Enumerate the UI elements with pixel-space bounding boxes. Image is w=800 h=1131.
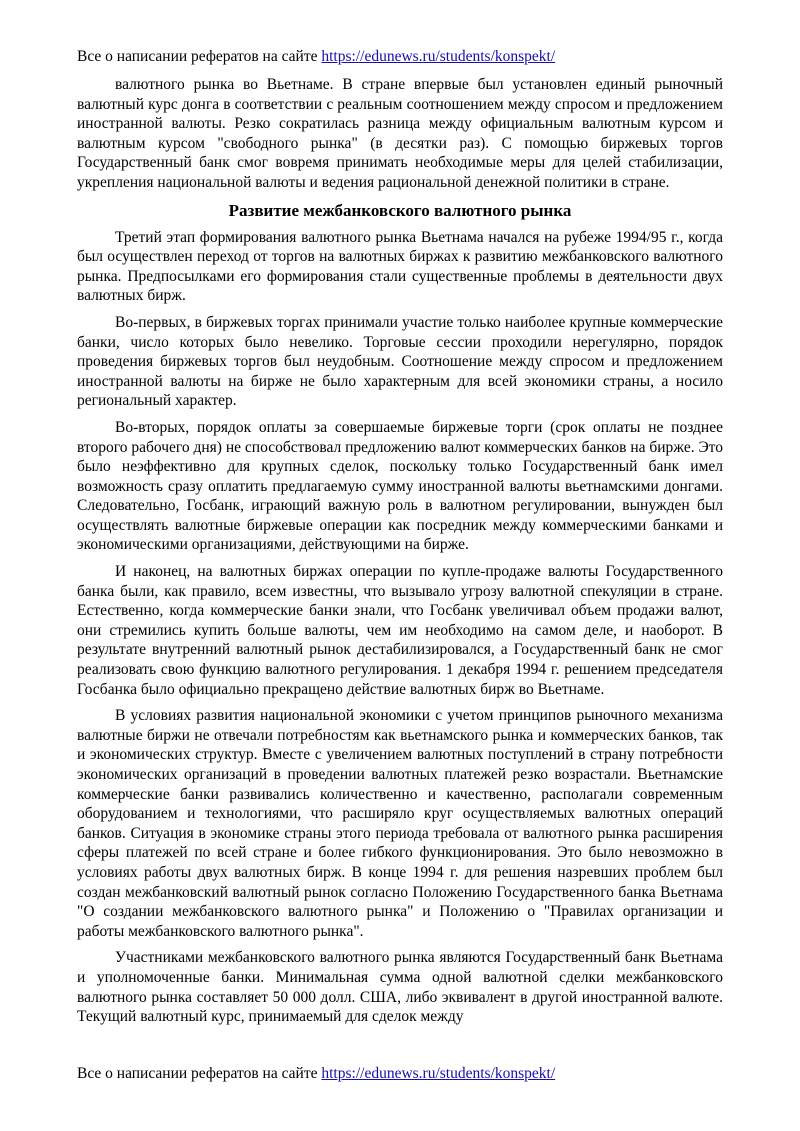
paragraph-intro: валютного рынка во Вьетнаме. В стране впервые был установлен единый рыночный валютный курс донга в соответствии с реальным соотношением между спросом и предложением иностранной валюты. Резко сократилась разница между официальным валютным курсом и валютным курсом "свободного рынка" (в десятки раз). С помощью биржевых торгов Государственный банк смог вовремя принимать необходимые меры для целей стабилизации, укрепления национальной валюты и ведения рациональной денежной политики в стране.: [77, 76, 723, 191]
paragraph: И наконец, на валютных биржах операции по купле-продаже валюты Государственного банка были, как правило, всем известны, что вызывало угрозу валютной спекуляции в стране. Естественно, когда коммерческие банки знали, что Госбанк увеличивал объем продажи валют, они стремились купить больше валюты, чем им необходимо на самом деле, и наоборот. В результате внутренний валютный рынок дестабилизировался, а Государственный банк не смог реализовать свою функцию валютного регулирования. 1 декабря 1994 г. решением председателя Госбанка было официально прекращено действие валютных бирж во Вьетнаме.: [77, 563, 723, 698]
paragraph: Третий этап формирования валютного рынка Вьетнама начался на рубеже 1994/95 г., когда был осуществлен переход от торгов на валютных биржах к развитию межбанковского валютного рынка. Предпосылками его формирования стали существенные проблемы в деятельности двух валютных бирж.: [77, 228, 723, 305]
header-link[interactable]: https://edunews.ru/students/konspekt/: [321, 48, 556, 65]
footer-text: Все о написании рефератов на сайте: [77, 1065, 322, 1082]
header-text: Все о написании рефератов на сайте: [77, 48, 322, 65]
paragraph: Участниками межбанковского валютного рынка являются Государственный банк Вьетнама и уполномоченные банки. Минимальная сумма одной валютной сделки межбанковского валютного рынка составляет 50 000 долл. США, либо эквивалент в другой иностранной валюте. Текущий валютный курс, принимаемый для сделок между: [77, 949, 723, 1026]
section-title: Развитие межбанковского валютного рынка: [228, 200, 572, 220]
paragraph: Во-первых, в биржевых торгах принимали участие только наиболее крупные коммерческие банки, число которых было невелико. Торговые сессии проходили нерегулярно, порядок проведения биржевых торгов был неудобным. Соотношение между спросом и предложением иностранной валюты на бирже не было характерным для всей экономики страны, а носило региональный характер.: [77, 313, 723, 410]
footer-link[interactable]: https://edunews.ru/students/konspekt/: [321, 1065, 556, 1082]
paragraph: В условиях развития национальной экономики с учетом принципов рыночного механизма валютные биржи не отвечали потребностям как вьетнамского рынка и коммерческих банков, так и экономических структур. Вместе с увеличением валютных поступлений в страну потребности экономических организаций в проведении валютных платежей резко возрастали. Вьетнамские коммерческие банки развивались количественно и качественно, располагали современным оборудованием и технологиями, что расширяло круг осуществляемых валютных операций банков. Ситуация в экономике страны этого периода требовала от валютного рынка расширения сферы платежей по всей стране и более гибкого функционирования. Это было невозможно в условиях работы двух валютных бирж. В конце 1994 г. для решения назревших проблем был создан межбанковский валютный рынок согласно Положению Государственного банка Вьетнама "О создании межбанковского валютного рынка" и Положению о "Правилах организации и работы межбанковского валютного рынка".: [77, 707, 723, 940]
paragraph: Во-вторых, порядок оплаты за совершаемые биржевые торги (срок оплаты не позднее второго рабочего дня) не способствовал предложению валют коммерческих банков на бирже. Это было неэффективно для крупных сделок, поскольку только Государственный банк имел возможность сразу оплатить предлагаемую сумму иностранной валюты вьетнамскими донгами. Следовательно, Госбанк, играющий важную роль в валютном регулировании, вынужден был осуществлять валютные биржевые операции как посредник между коммерческими банками и экономическими организациями, действующими на бирже.: [77, 418, 723, 554]
page-header: [77, 47, 555, 67]
page-footer: [77, 1064, 555, 1084]
document-body: [77, 75, 723, 1034]
